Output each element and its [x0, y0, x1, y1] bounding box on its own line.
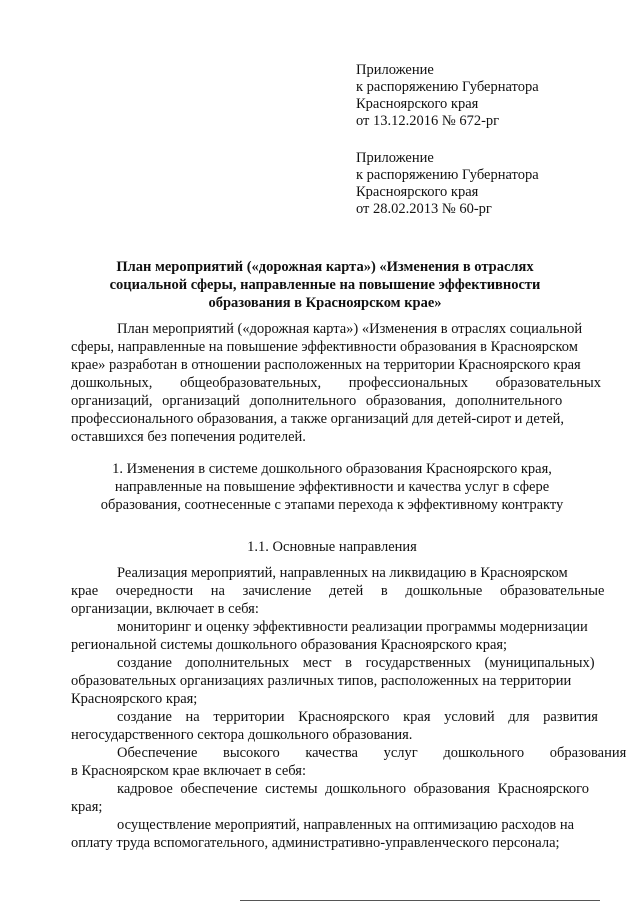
text-line: мониторинг и оценку эффективности реализации программы модернизации — [117, 619, 588, 635]
text-line: Обеспечение высокого качества услуг дошкольного образования — [117, 745, 627, 761]
title-line: социальной сферы, направленные на повышение эффективности — [109, 277, 541, 293]
body-paragraph-1 — [71, 564, 605, 618]
appendix-label: Приложение — [356, 62, 434, 78]
appendix-order-ref: к распоряжению Губернатора — [356, 79, 539, 95]
section-1-heading — [71, 460, 593, 514]
appendix-order-ref: к распоряжению Губернатора — [356, 167, 539, 183]
heading-line: образования, соотнесенные с этапами перехода к эффективному контракту — [100, 497, 564, 513]
text-line: осуществление мероприятий, направленных на оптимизацию расходов на — [117, 817, 575, 833]
body-paragraph-3 — [71, 654, 593, 708]
body-paragraph-4 — [71, 708, 598, 744]
text-line: Красноярского края; — [71, 691, 198, 707]
appendix-header-2016 — [356, 62, 539, 130]
appendix-region: Красноярского края — [356, 96, 479, 112]
body-paragraph-6 — [71, 780, 593, 816]
intro-paragraph — [71, 320, 601, 446]
body-paragraph-5 — [71, 744, 627, 780]
text-line: оставшихся без попечения родителей. — [71, 429, 306, 445]
appendix-region: Красноярского края — [356, 184, 479, 200]
title-line: План мероприятий («дорожная карта») «Изменения в отраслях — [116, 259, 534, 275]
text-line: сферы, направленные на повышение эффективности образования в Красноярском — [71, 339, 578, 355]
heading-line: 1.1. Основные направления — [247, 539, 417, 555]
document-title — [90, 258, 560, 312]
text-line: организации, включает в себя: — [71, 601, 259, 617]
text-line: создание на территории Красноярского края условий для развития — [117, 709, 598, 725]
text-line: создание дополнительных мест в государственных (муниципальных) — [117, 655, 595, 671]
text-line: организаций, организаций дополнительного образования, дополнительного — [71, 393, 563, 409]
text-line: Реализация мероприятий, направленных на ликвидацию в Красноярском — [117, 565, 568, 581]
text-line: крае» разработан в отношении расположенных на территории Красноярского края — [71, 357, 581, 373]
text-line: профессионального образования, а также организаций для детей-сирот и детей, — [71, 411, 565, 427]
heading-line: направленные на повышение эффективности и качества услуг в сфере — [114, 479, 550, 495]
text-line: План мероприятий («дорожная карта») «Изменения в отраслях социальной — [117, 321, 583, 337]
text-line: образовательных организациях различных типов, расположенных на территории — [71, 673, 572, 689]
title-line: образования в Красноярском крае» — [208, 295, 442, 311]
text-line: региональной системы дошкольного образования Красноярского края; — [71, 637, 508, 653]
text-line: кадровое обеспечение системы дошкольного образования Красноярского — [117, 781, 589, 797]
section-1-1-heading — [71, 538, 593, 556]
body-paragraph-7 — [71, 816, 593, 852]
appendix-header-2013 — [356, 150, 539, 218]
text-line: негосударственного сектора дошкольного образования. — [71, 727, 413, 743]
text-line: в Красноярском крае включает в себя: — [71, 763, 306, 779]
text-line: дошкольных, общеобразовательных, профессиональных образовательных — [71, 375, 601, 391]
text-line: крае очередности на зачисление детей в дошкольные образовательные — [71, 583, 605, 599]
appendix-date-number: от 28.02.2013 № 60-рг — [356, 201, 492, 217]
text-line: края; — [71, 799, 103, 815]
page-bottom-edge — [240, 900, 600, 901]
appendix-label: Приложение — [356, 150, 434, 166]
body-paragraph-2 — [71, 618, 593, 654]
heading-line: 1. Изменения в системе дошкольного образования Красноярского края, — [112, 461, 552, 477]
appendix-date-number: от 13.12.2016 № 672-рг — [356, 113, 500, 129]
text-line: оплату труда вспомогательного, административно-управленческого персонала; — [71, 835, 560, 851]
